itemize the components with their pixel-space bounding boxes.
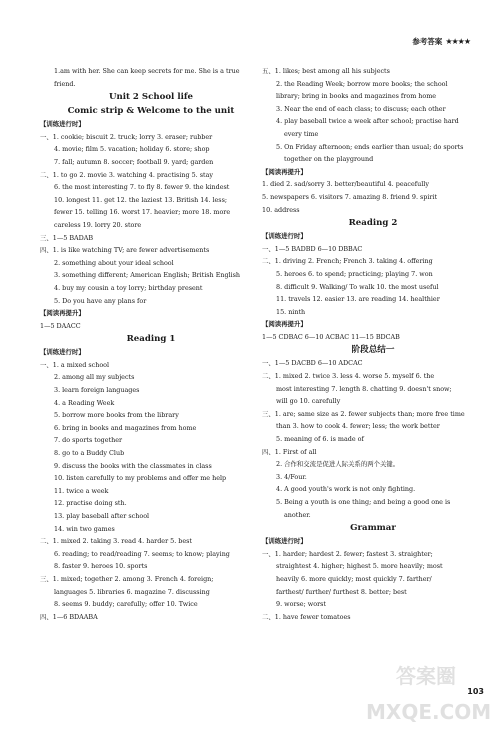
answer-line: 二、1. driving 2. French; French 3. taking 4. offering [262, 257, 433, 266]
answer-line: 9. discuss the books with the classmates in class [54, 461, 212, 470]
page-header [0, 0, 500, 60]
answer-line: 1—5 DAACC [40, 321, 81, 330]
answer-line: 3. something different; American English; British English [54, 271, 241, 280]
answer-line: 一、1. cookie; biscuit 2. truck; lorry 3. eraser; rubber [40, 132, 213, 141]
answer-line: 8. difficult 9. Walking/ To walk 10. the most useful [276, 282, 439, 291]
left-column [40, 65, 262, 623]
section-title: Comic strip & Welcome to the unit [67, 106, 235, 117]
answer-line: 四、1. is like watching TV; are fewer advertisements [40, 246, 210, 255]
answer-line: 四、1—6 BDAABA [40, 612, 98, 621]
watermark-logo: 答案圈 MXQE.COM [366, 664, 492, 724]
answer-line: 6. bring in books and magazines from home [54, 423, 197, 432]
answer-line: 12. practise doing sth. [54, 499, 127, 508]
answer-line: 6. reading; to read/reading 7. seems; to know; playing [54, 549, 230, 558]
answer-line: 一、1—5 BADBD 6—10 DBBAC [262, 244, 363, 253]
answer-line: 1. died 2. sad/sorry 3. better/beautiful 4. peacefully [262, 180, 429, 189]
answer-line: 4. movie; film 5. vacation; holiday 6. store; shop [54, 145, 210, 154]
section-title: Grammar [350, 523, 396, 534]
answer-line: straightest 4. higher; highest 5. more heavily; most [276, 562, 443, 571]
subsection-label: 【训练进行时】 [262, 537, 307, 546]
answer-line: languages 5. libraries 6. magazine 7. discussing [54, 587, 210, 596]
answer-line: heavily 6. more quickly; most quickly 7. farther/ [276, 574, 432, 583]
subsection-label: 【训练进行时】 [40, 348, 85, 357]
answer-line: 一、1—5 DACBD 6—10 ADCAC [262, 359, 363, 368]
answer-line: 3. learn foreign languages [54, 386, 140, 395]
answer-line: fewer 15. telling 16. worst 17. heavier; more 18. more [54, 208, 231, 217]
answer-line: 二、1. to go 2. movie 3. watching 4. practising 5. stay [40, 170, 214, 179]
answer-line: than 3. how to cook 4. fewer; less; the work better [276, 422, 440, 431]
answer-line: 5. borrow more books from the library [54, 411, 179, 420]
answer-key-brand [412, 36, 470, 47]
section-title: Reading 1 [126, 334, 176, 345]
subsection-label: 【阅读再提升】 [40, 309, 85, 318]
stars-decoration-icon: ★★★★ [445, 37, 470, 46]
answer-line: 一、1. a mixed school [40, 360, 110, 369]
answer-line: 一、1. harder; hardest 2. fewer; fastest 3. straighter; [262, 549, 433, 558]
answer-line: 四、1. First of all [262, 447, 317, 456]
answer-line: another. [284, 510, 311, 519]
answer-line: careless 19. lorry 20. store [54, 220, 142, 229]
answer-line: 5. newspapers 6. visitors 7. amazing 8. friend 9. spirit [262, 192, 438, 201]
answer-line: 15. ninth [276, 307, 306, 316]
answer-line: 4. play baseball twice a week after school; practise hard [276, 117, 459, 126]
right-column [262, 65, 484, 623]
answer-line: together on the playground [284, 155, 374, 164]
answer-line: 11. twice a week [54, 486, 109, 495]
answer-line: 11. travels 12. easier 13. are reading 14. healthier [276, 295, 440, 304]
answer-line: 二、1. mixed 2. taking 3. read 4. harder 5. best [40, 537, 192, 546]
answer-line: 7. fall; autumn 8. soccer; football 9. yard; garden [54, 157, 214, 166]
answer-line: 4. a Reading Week [54, 398, 115, 407]
answer-line: 8. seems 9. buddy; carefully; offer 10. Twice [54, 600, 198, 609]
answer-line: 5. Do you have any plans for [54, 296, 147, 305]
answer-line: 10. address [262, 205, 300, 214]
answer-line: farthest/ further/ furthest 8. better; best [276, 587, 407, 596]
answer-line: 三、1. mixed; together 2. among 3. French 4. foreign; [40, 574, 214, 583]
answer-line: 1.am with her. She can keep secrets for me. She is a true [54, 67, 240, 75]
answer-line: 7. do sports together [54, 436, 123, 445]
answer-line: 三、1—5 BADAB [40, 233, 94, 242]
answer-line: friend. [54, 79, 76, 88]
answer-line: 8. go to a Buddy Club [54, 449, 125, 458]
subsection-label: 【阅读再提升】 [262, 320, 307, 329]
brand-label: 参考答案 [412, 37, 443, 46]
answer-line: 2. something about your ideal school [54, 258, 174, 267]
answer-line: every time [284, 129, 319, 138]
answer-line: 二、1. mixed 2. twice 3. less 4. worse 5. myself 6. the [262, 372, 435, 381]
answer-line: library; bring in books and magazines from home [276, 92, 437, 101]
section-title: Reading 2 [348, 218, 398, 229]
answer-line: 二、1. have fewer tomatoes [262, 612, 351, 621]
answer-line: 三、1. are; same size as 2. fewer subjects than; more free time [262, 409, 465, 418]
answer-line: 5. Being a youth is one thing; and being a good one is [276, 498, 451, 506]
answer-line: 5. meaning of 6. is made of [276, 435, 364, 444]
subsection-label: 【训练进行时】 [40, 120, 85, 129]
answer-line: 2. the Reading Week; borrow more books; the school [276, 79, 448, 88]
answer-line: 1—5 CDBAC 6—10 ACBAC 11—15 BDCAB [262, 332, 400, 341]
answer-line: 五、1. likes; best among all his subjects [262, 67, 390, 75]
answer-line: 10. listen carefully to my problems and offer me help [54, 474, 227, 483]
answer-line: 3. Near the end of each class; to discuss; each other [276, 104, 446, 113]
answer-line: 4. A good youth's work is not only fighting. [276, 485, 416, 494]
answer-line: 8. faster 9. heroes 10. sports [54, 562, 148, 571]
answer-line: 2. among all my subjects [54, 373, 135, 382]
answer-line: 14. win two games [54, 524, 115, 533]
answer-line: 4. buy my cousin a toy lorry; birthday present [54, 283, 203, 292]
subsection-label: 【阅读再提升】 [262, 167, 307, 176]
answer-line: 2. 合作和交流是促进人际关系的两个关键。 [276, 460, 400, 469]
answer-line: 5. heroes 6. to spend; practicing; playing 7. won [276, 269, 433, 278]
section-title: Unit 2 School life [108, 92, 194, 103]
answer-line: most interesting 7. length 8. chatting 9. doesn't snow; [276, 384, 452, 393]
answer-line: 5. On Friday afternoon; ends earlier than usual; do sports [276, 142, 464, 151]
answer-line: 6. the most interesting 7. to fly 8. fewer 9. the kindest [54, 183, 230, 192]
answer-line: 9. worse; worst [276, 600, 326, 609]
subsection-label: 【训练进行时】 [262, 232, 307, 241]
answer-line: 13. play baseball after school [54, 512, 150, 520]
answer-line: 3. 4/Four. [276, 472, 307, 481]
section-title: 阶段总结一 [351, 345, 395, 356]
answer-line: 10. longest 11. get 12. the laziest 13. British 14. less; [54, 195, 227, 204]
answer-line: will go 10. carefully [276, 397, 341, 406]
page-number: 103 [467, 687, 484, 696]
